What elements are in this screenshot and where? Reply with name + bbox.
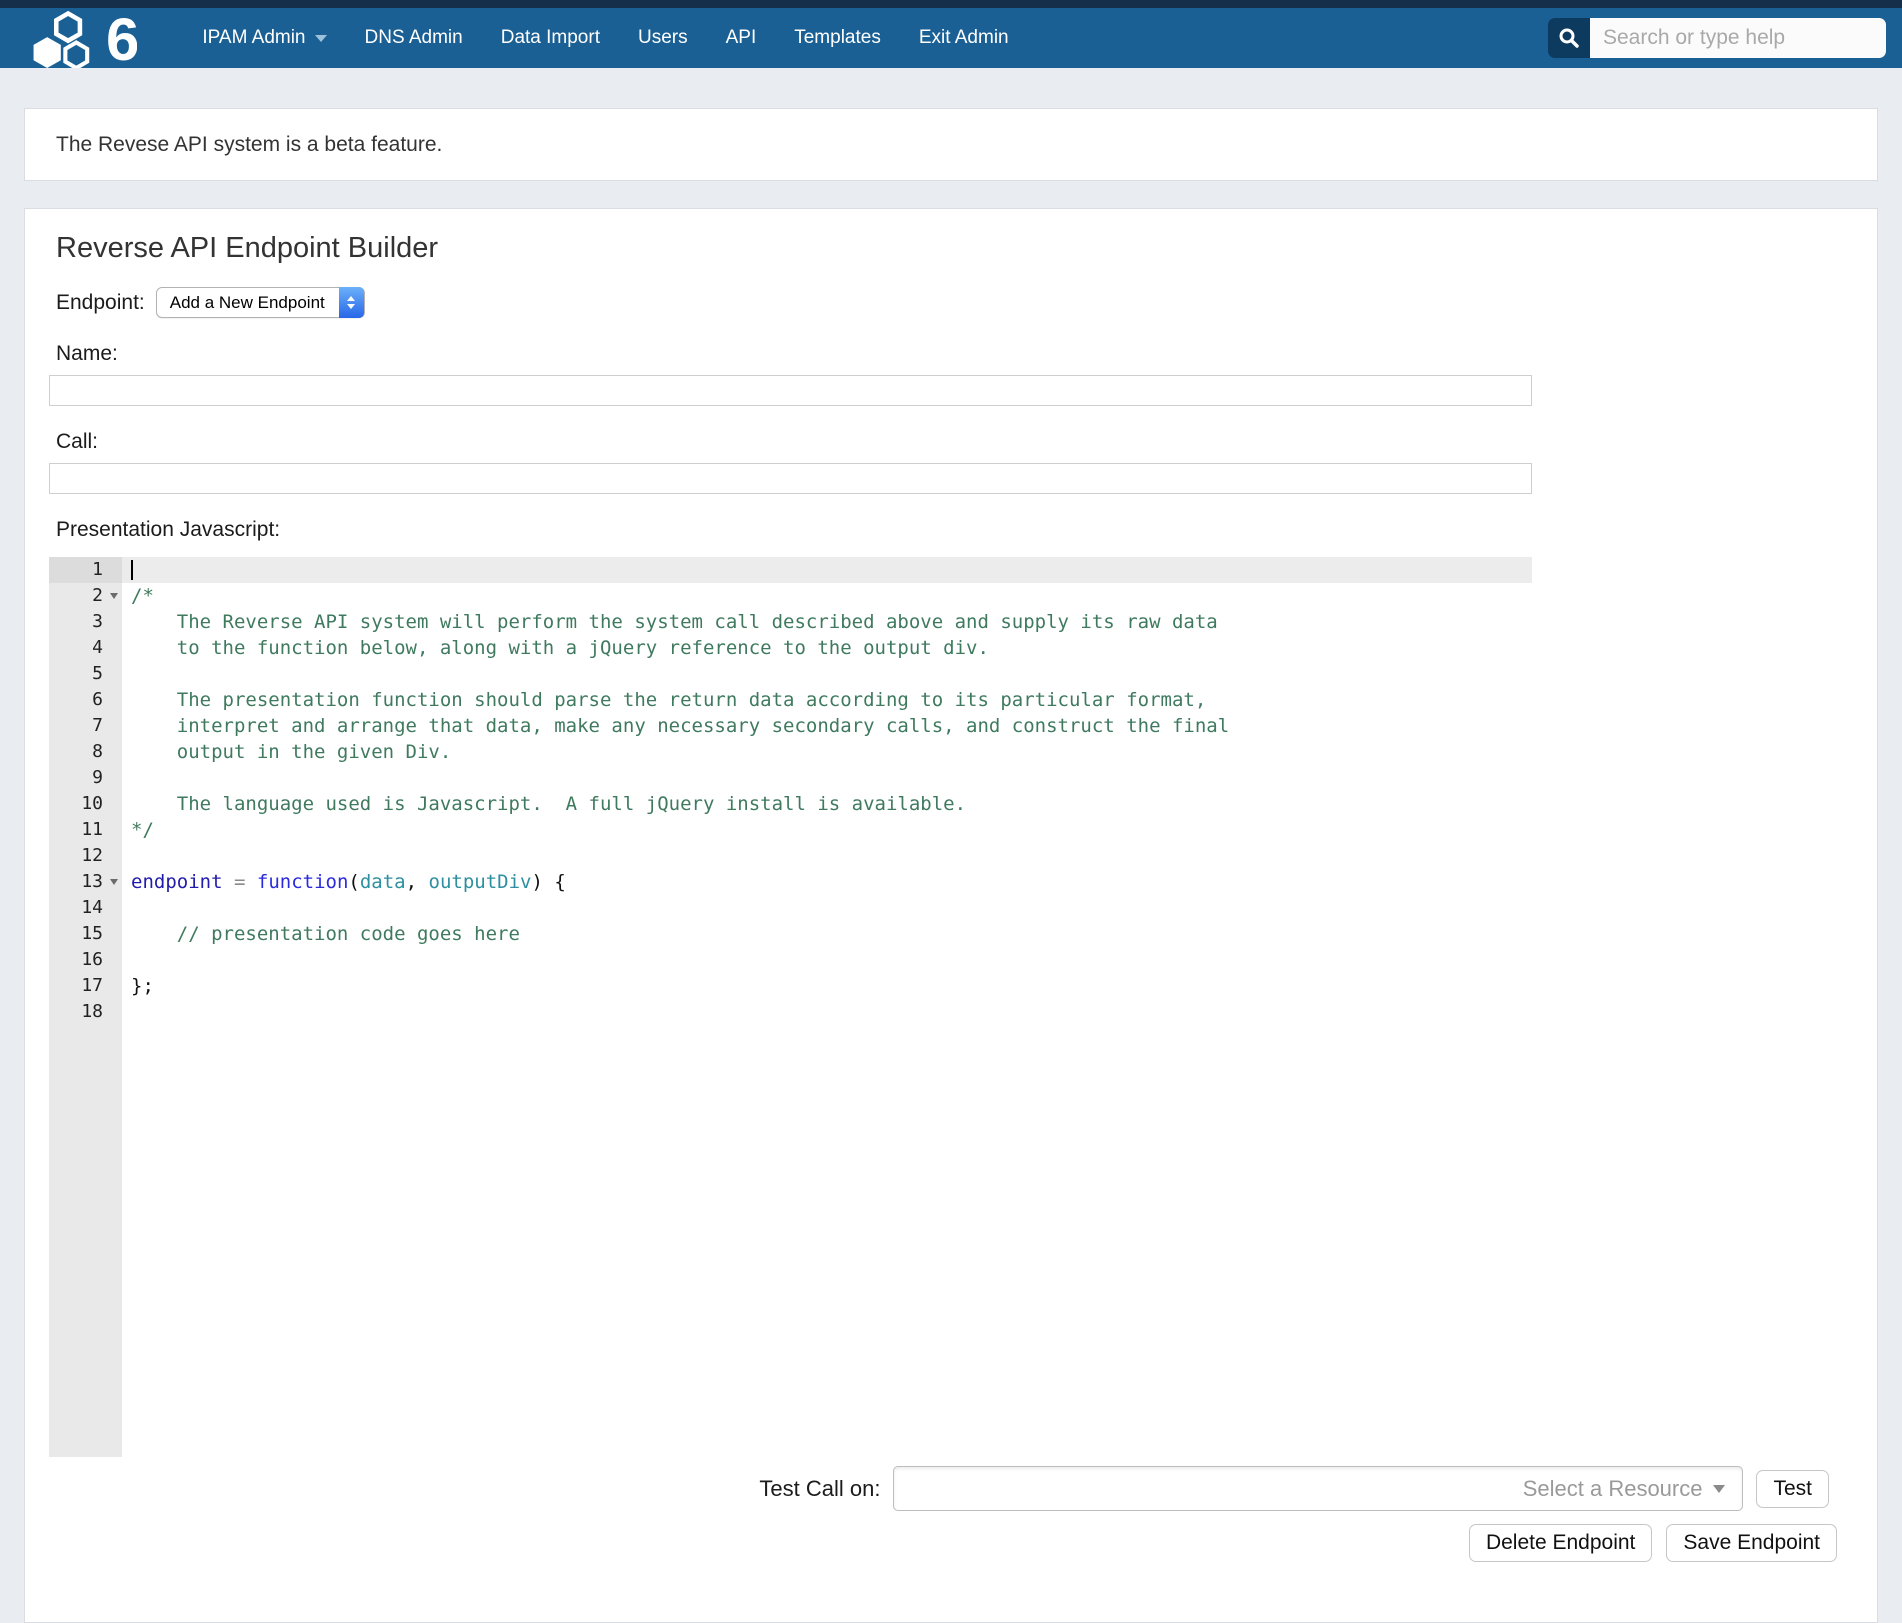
text-cursor: [131, 560, 133, 580]
dropdown-arrow-icon: [1713, 1485, 1725, 1493]
nav-menu: [183, 8, 1027, 68]
code-token: outputDiv: [428, 871, 532, 893]
editor-line[interactable]: [49, 999, 1532, 1025]
line-number: 3: [92, 611, 103, 632]
line-number: 4: [92, 637, 103, 658]
code-line-content[interactable]: [122, 817, 1532, 843]
code-token: ) {: [531, 871, 566, 893]
nav-item-label: IPAM Admin: [202, 27, 306, 48]
line-number: 2: [49, 583, 122, 609]
code-line-content[interactable]: [122, 661, 1532, 687]
code-token: data: [359, 871, 406, 893]
editor-lines: [49, 557, 1532, 1025]
code-token: to the function below, along with a jQuery reference to the output div.: [131, 637, 989, 659]
endpoint-select-value: Add a New Endpoint: [169, 292, 325, 312]
nav-item-dns-admin[interactable]: DNS Admin: [364, 27, 463, 48]
line-number: 13: [49, 869, 122, 895]
line-number: 10: [81, 793, 103, 814]
beta-notice-text: The Revese API system is a beta feature.: [56, 132, 443, 156]
code-line-content[interactable]: [122, 999, 1532, 1025]
hexagons-logo-icon: [28, 8, 110, 68]
code-line-content[interactable]: [122, 687, 1532, 713]
code-line-content[interactable]: [122, 739, 1532, 765]
code-token: (: [348, 871, 360, 893]
line-number: 8: [92, 741, 103, 762]
code-token: // presentation code goes here: [131, 923, 520, 945]
call-label: Call:: [56, 430, 99, 453]
top-dark-strip: [0, 0, 1902, 8]
fold-arrow-icon[interactable]: [110, 593, 118, 599]
line-number: 9: [92, 767, 103, 788]
code-line-content[interactable]: [122, 635, 1532, 661]
code-token: */: [131, 819, 154, 841]
editor-line[interactable]: [49, 947, 1532, 973]
endpoint-builder-panel: [24, 208, 1878, 1623]
code-token: The language used is Javascript. A full jQuery install is available.: [131, 793, 967, 815]
name-label: Name:: [56, 342, 118, 365]
code-token: /*: [131, 585, 154, 607]
endpoint-select[interactable]: [156, 287, 365, 318]
editor-line[interactable]: [49, 843, 1532, 869]
nav-item-data-import[interactable]: Data Import: [500, 27, 600, 48]
app-logo[interactable]: [28, 8, 137, 68]
code-line-content[interactable]: [122, 557, 1532, 583]
page-title: Reverse API Endpoint Builder: [56, 232, 439, 264]
code-token: ,: [405, 871, 429, 893]
code-line-content[interactable]: [122, 947, 1532, 973]
code-line-content[interactable]: [122, 765, 1532, 791]
call-field[interactable]: [49, 463, 1532, 494]
code-line-content[interactable]: [122, 609, 1532, 635]
endpoint-row: [56, 287, 1877, 318]
editor-line[interactable]: [49, 713, 1532, 739]
search-button[interactable]: [1548, 18, 1590, 58]
code-line-content[interactable]: [122, 791, 1532, 817]
editor-line[interactable]: [49, 661, 1532, 687]
test-call-row: [49, 1466, 1829, 1511]
line-number: 15: [81, 923, 103, 944]
beta-notice: [24, 108, 1878, 181]
editor-line[interactable]: [49, 635, 1532, 661]
code-token: endpoint: [131, 871, 223, 893]
navbar: [0, 8, 1902, 68]
editor-line[interactable]: [49, 817, 1532, 843]
nav-item-templates[interactable]: Templates: [794, 27, 881, 48]
line-number: 6: [92, 689, 103, 710]
endpoint-label: Endpoint:: [56, 290, 145, 314]
code-line-content[interactable]: [122, 713, 1532, 739]
editor-line[interactable]: [49, 739, 1532, 765]
test-call-label: Test Call on:: [759, 1475, 881, 1501]
code-line-content[interactable]: [122, 895, 1532, 921]
editor-line[interactable]: [49, 869, 1532, 895]
delete-endpoint-button[interactable]: Delete Endpoint: [1469, 1524, 1652, 1562]
editor-line[interactable]: [49, 895, 1532, 921]
code-token: output in the given Div.: [131, 741, 452, 763]
line-number: 16: [81, 949, 103, 970]
code-token: =: [233, 871, 246, 893]
line-number: 17: [81, 975, 103, 996]
caret-down-icon: [315, 35, 327, 42]
code-token: [223, 871, 234, 893]
chevron-up-icon: [347, 296, 355, 301]
logo-number: 6: [106, 8, 138, 68]
resource-select-placeholder: Select a Resource: [1522, 1475, 1703, 1501]
chevron-down-icon: [347, 304, 355, 309]
editor-line[interactable]: [49, 791, 1532, 817]
search-input[interactable]: [1590, 18, 1886, 58]
line-number: 7: [92, 715, 103, 736]
line-number: 5: [92, 663, 103, 684]
fold-arrow-icon[interactable]: [110, 879, 118, 885]
line-number: 11: [81, 819, 103, 840]
code-token: The presentation function should parse the return data according to its particular format,: [131, 689, 1207, 711]
nav-item-exit-admin[interactable]: Exit Admin: [918, 27, 1009, 48]
resource-select[interactable]: [893, 1466, 1743, 1511]
presentation-javascript-label: Presentation Javascript:: [56, 518, 281, 541]
editor-line[interactable]: [49, 687, 1532, 713]
name-field[interactable]: [49, 375, 1532, 406]
code-line-content[interactable]: [122, 869, 1532, 895]
code-token: function: [256, 871, 349, 893]
test-button[interactable]: Test: [1756, 1470, 1829, 1508]
line-number: 12: [81, 845, 103, 866]
nav-item-ipam-admin[interactable]: [183, 8, 345, 68]
line-number: 14: [81, 897, 103, 918]
search-icon: [1558, 27, 1580, 49]
editor-line[interactable]: [49, 583, 1532, 609]
editor-line[interactable]: [49, 973, 1532, 999]
nav-item-users[interactable]: Users: [637, 27, 688, 48]
search-box: [1548, 18, 1886, 58]
nav-item-api[interactable]: API: [725, 27, 757, 48]
code-editor[interactable]: [49, 557, 1532, 1457]
code-token: [245, 871, 256, 893]
line-number: 18: [81, 1001, 103, 1022]
code-token: };: [131, 975, 154, 997]
editor-line[interactable]: [49, 765, 1532, 791]
code-line-content[interactable]: [122, 843, 1532, 869]
code-line-content[interactable]: [122, 583, 1532, 609]
line-number: 1: [49, 557, 122, 583]
editor-line[interactable]: [49, 921, 1532, 947]
code-line-content[interactable]: [122, 921, 1532, 947]
editor-line[interactable]: [49, 557, 1532, 583]
code-token: The Reverse API system will perform the system call described above and supply its raw data: [131, 611, 1218, 633]
code-token: interpret and arrange that data, make any necessary secondary calls, and construct the final: [131, 715, 1230, 737]
code-line-content[interactable]: [122, 973, 1532, 999]
save-endpoint-button[interactable]: Save Endpoint: [1666, 1524, 1837, 1562]
endpoint-actions-row: [49, 1524, 1837, 1562]
select-stepper-icon: [339, 287, 364, 318]
editor-line[interactable]: [49, 609, 1532, 635]
